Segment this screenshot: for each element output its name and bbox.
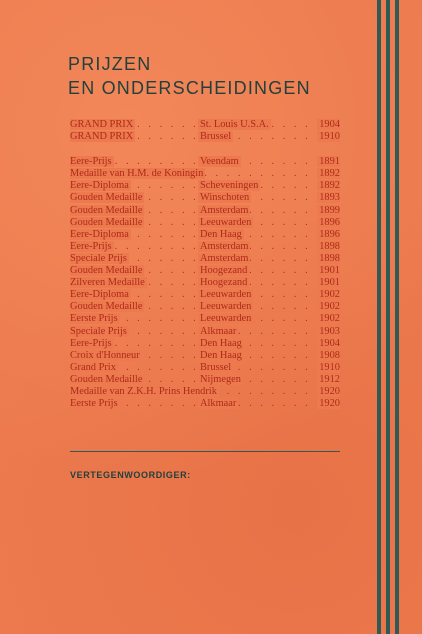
leader-dots: . . . . . . . . . . . .	[137, 252, 311, 264]
leader-dots: . . . . . . . . . .	[137, 119, 311, 130]
award-year: 1920	[319, 398, 340, 410]
award-prize: Gouden Medaille	[70, 301, 143, 313]
award-place: St. Louis U.S.A.	[200, 119, 269, 130]
award-place: Leeuwarden	[200, 313, 252, 325]
title-line-1: PRIJZEN	[68, 54, 152, 74]
award-place: Alkmaar	[200, 398, 237, 410]
award-prize: Gouden Medaille	[70, 216, 143, 228]
leader-dots: . . . . . . . . . . . . . .	[114, 337, 311, 349]
award-prize: Eere-Prijs	[70, 337, 112, 349]
decorative-stripe	[395, 0, 399, 634]
leader-dots: . . . . . . . . . . .	[148, 373, 311, 385]
award-row	[70, 289, 340, 301]
page-title	[68, 52, 311, 100]
award-year: 1902	[319, 289, 340, 301]
award-place: Leeuwarden	[200, 301, 252, 313]
award-year: 1892	[319, 180, 340, 192]
award-prize: Gouden Medaille	[70, 204, 143, 216]
leader-dots: . . . . . . . . . . .	[148, 277, 311, 289]
award-place: Leeuwarden	[200, 216, 252, 228]
award-row	[70, 301, 340, 313]
leader-dots: . . . . . . . . . . . . . .	[125, 398, 311, 410]
leader-dots: . . . . . . . . . . . .	[125, 313, 311, 325]
leader-dots: . . . . . . . . . . . . . .	[114, 240, 311, 252]
leader-dots: . . . . . . . . . . .	[137, 180, 311, 192]
award-row	[70, 277, 340, 289]
award-row	[70, 374, 340, 386]
award-place: Nijmegen	[200, 373, 241, 385]
leader-dots: . . . . . . . . . . . .	[137, 228, 311, 240]
award-list	[70, 119, 340, 410]
award-year: 1896	[319, 228, 340, 240]
award-year: 1899	[319, 204, 340, 216]
award-year: 1920	[319, 385, 340, 397]
award-prize: Gouden Medaille	[70, 265, 143, 277]
award-row	[70, 241, 340, 253]
award-place: Winschoten	[200, 192, 250, 204]
award-prize: Zilveren Medaille	[70, 277, 145, 289]
award-prize: Eere-Diploma	[70, 180, 129, 192]
award-year: 1902	[319, 301, 340, 313]
award-prize: Gouden Medaille	[70, 373, 143, 385]
award-year: 1896	[319, 216, 340, 228]
leader-dots: . . . . . . . . . . . . . .	[125, 361, 311, 373]
award-prize: Speciale Prijs	[70, 325, 127, 337]
award-prize: Medaille van H.M. de Koningin	[70, 168, 204, 180]
award-row	[70, 229, 340, 241]
award-row	[70, 217, 340, 229]
award-row	[70, 205, 340, 217]
award-place: Hoogezand	[200, 265, 248, 277]
award-row	[70, 398, 340, 410]
leader-dots: . . . . . . . . . . .	[148, 192, 311, 204]
award-year: 1912	[319, 373, 340, 385]
award-row	[70, 350, 340, 362]
leader-dots: . . . . . . . . . .	[148, 301, 311, 313]
leader-dots: . . . . . . . .	[226, 385, 311, 397]
award-year: 1904	[319, 337, 340, 349]
award-place: Den Haag	[200, 349, 242, 361]
award-prize: Medaille van Z.K.H. Prins Hendrik	[70, 385, 217, 397]
award-row	[70, 362, 340, 374]
award-row	[70, 253, 340, 265]
leader-dots: . . . . . . . . . . .	[148, 349, 311, 361]
award-place: Amsterdam	[200, 240, 249, 252]
award-year: 1901	[319, 265, 340, 277]
leader-dots: . . . . . . . . . . .	[148, 265, 311, 277]
leader-dots: . . . . . . . . . . . . .	[137, 325, 311, 337]
award-row	[70, 119, 340, 131]
award-prize: Speciale Prijs	[70, 252, 127, 264]
award-place: Brussel	[200, 361, 232, 373]
award-place: Hoogezand	[200, 277, 248, 289]
leader-dots: . . . . . . . . . . . . .	[137, 131, 311, 143]
award-year: 1908	[319, 349, 340, 361]
title-line-2: EN ONDERSCHEIDINGEN	[68, 78, 311, 98]
leader-dots: . . . . . . . . . . .	[148, 204, 311, 216]
group-gap	[70, 143, 340, 156]
award-row	[70, 192, 340, 204]
award-row	[70, 156, 340, 168]
award-prize: Eere-Diploma	[70, 289, 129, 301]
award-prize: GRAND PRIX	[70, 119, 134, 130]
award-prize: Croix d'Honneur	[70, 349, 140, 361]
award-place: Brussel	[200, 131, 232, 143]
award-prize: Grand Prix	[70, 361, 116, 373]
decorative-stripe	[386, 0, 390, 634]
award-year: 1902	[319, 313, 340, 325]
leader-dots: . . . . . . . . . . . . . . .	[114, 156, 311, 168]
award-place: Scheveningen	[200, 180, 259, 192]
award-row	[70, 168, 340, 180]
award-year: 1893	[319, 192, 340, 204]
award-place: Den Haag	[200, 228, 242, 240]
award-year: 1901	[319, 277, 340, 289]
award-year: 1892	[319, 168, 340, 180]
divider	[70, 451, 340, 452]
award-year: 1910	[319, 131, 340, 143]
award-year: 1910	[319, 361, 340, 373]
award-prize: Gouden Medaille	[70, 192, 143, 204]
award-year: 1891	[319, 156, 340, 168]
award-year: 1904	[319, 119, 340, 130]
award-place: Amsterdam	[200, 204, 249, 216]
leader-dots: . . . . . . . . . .	[204, 168, 311, 180]
award-row	[70, 180, 340, 192]
award-prize: Eerste Prijs	[70, 398, 118, 410]
award-year: 1903	[319, 325, 340, 337]
representative-label: VERTEGENWOORDIGER:	[70, 470, 191, 480]
award-place: Veendam	[200, 156, 239, 168]
leader-dots: . . . . . . . . . . .	[137, 289, 311, 301]
award-prize: GRAND PRIX	[70, 131, 134, 143]
award-row	[70, 386, 340, 398]
award-row	[70, 338, 340, 350]
award-place: Den Haag	[200, 337, 242, 349]
award-row	[70, 326, 340, 338]
decorative-stripe	[377, 0, 381, 634]
award-place: Alkmaar	[200, 325, 237, 337]
award-row	[70, 265, 340, 277]
award-row	[70, 313, 340, 325]
award-place: Amsterdam	[200, 252, 249, 264]
award-year: 1898	[319, 252, 340, 264]
award-prize: Eere-Diploma	[70, 228, 129, 240]
award-prize: Eere-Prijs	[70, 156, 112, 168]
award-row	[70, 131, 340, 143]
award-year: 1898	[319, 240, 340, 252]
leader-dots: . . . . . . . . . .	[148, 216, 311, 228]
award-prize: Eere-Prijs	[70, 240, 112, 252]
award-place: Leeuwarden	[200, 289, 252, 301]
award-prize: Eerste Prijs	[70, 313, 118, 325]
